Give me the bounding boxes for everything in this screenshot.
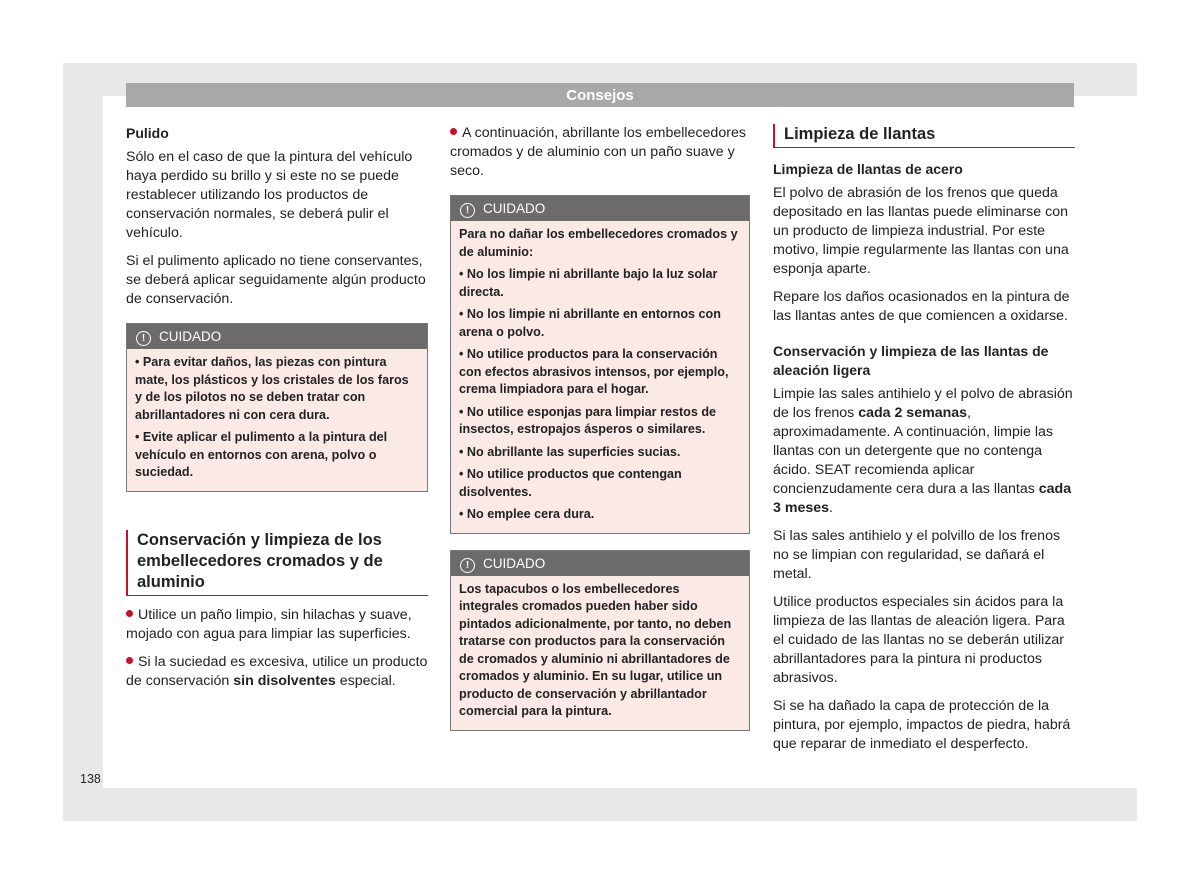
caution-item: • Para evitar daños, las piezas con pintura mate, los plásticos y los cristales de los faros y de los pilotos no se deben tratar con abrillantadores ni con cera dura. [135, 355, 409, 422]
text-run: Limpie las sales antihielo y el polvo de abrasión de los frenos [773, 386, 1073, 421]
aleacion-paragraph-2: Si las sales antihielo y el polvillo de los frenos no se limpian con regularidad, se dañará el metal. [773, 528, 1061, 582]
caution-item: • No emplee cera dura. [459, 507, 595, 521]
acero-heading: Limpieza de llantas de acero [773, 161, 963, 177]
page-number: 138 [80, 772, 101, 786]
warning-circle-icon: ! [460, 558, 475, 573]
caution-label: CUIDADO [483, 555, 546, 571]
bold-run: cada 2 semanas [858, 405, 968, 421]
column-middle [450, 124, 750, 745]
text-run: . [829, 500, 833, 516]
caution-item: • No los limpie ni abrillante en entornos con arena o polvo. [459, 307, 721, 339]
caution-body [127, 349, 427, 491]
acero-paragraph-2: Repare los daños ocasionados en la pintura de las llantas antes de que comiencen a oxidarse. [773, 289, 1070, 324]
acero-paragraph-1: El polvo de abrasión de los frenos que queda depositado en las llantas puede eliminarse con un producto de limpieza industrial. Por este motivo, limpie regularmente las llantas con una esponja aparte. [773, 185, 1069, 277]
column-right [773, 124, 1075, 763]
caution-box-tapacubos [450, 550, 750, 731]
bullet-icon [450, 128, 457, 135]
aleacion-paragraph-4: Si se ha dañado la capa de protección de la pintura, por ejemplo, impactos de piedra, habrá que reparar de inmediato el desperfecto. [773, 698, 1071, 752]
bullet-text: Utilice un paño limpio, sin hilachas y suave, mojado con agua para limpiar las superficies. [126, 606, 412, 642]
bullet-text: Si la suciedad es excesiva, utilice un producto de conservación [126, 653, 428, 689]
bullet-paragraph [450, 124, 750, 181]
caution-body [451, 221, 749, 533]
text-run: , aproximadamente. A continuación, limpie las llantas con un detergente que no contenga ácido. SEAT recomienda aplicar concienzudamente cera dura a las llantas [773, 405, 1053, 497]
caution-header [451, 196, 749, 221]
pulido-heading: Pulido [126, 125, 169, 141]
column-left [126, 124, 428, 700]
caution-item: Para no dañar los embellecedores cromados y de aluminio: [459, 227, 738, 259]
caution-label: CUIDADO [483, 201, 546, 216]
caution-body [451, 576, 749, 730]
caution-item: • No utilice productos para la conservación con efectos abrasivos intensos, por ejemplo, crema limpiadora para el hogar. [459, 347, 729, 396]
bullet-paragraph [126, 606, 428, 644]
caution-item: • No los limpie ni abrillante bajo la luz solar directa. [459, 267, 718, 299]
bullet-bold-text: sin disolventes [233, 672, 336, 689]
aleacion-heading: Conservación y limpieza de las llantas de aleación ligera [773, 343, 1049, 378]
caution-box-cromados [450, 195, 750, 534]
section-title-embellecedores: Conservación y limpieza de los embellecedores cromados y de aluminio [126, 530, 428, 596]
warning-circle-icon: ! [136, 331, 151, 346]
section-title-llantas: Limpieza de llantas [773, 124, 1075, 148]
aleacion-paragraph-3: Utilice productos especiales sin ácidos para la limpieza de las llantas de aleación ligera. Para el cuidado de las llantas no se deberán utilizar abrillantadores para la pintura ni productos abrasivos. [773, 594, 1065, 686]
caution-item: • No abrillante las superficies sucias. [459, 444, 681, 459]
aleacion-paragraph-1 [773, 385, 1075, 518]
caution-item: • No utilice productos que contengan disolventes. [459, 467, 682, 499]
bullet-icon [126, 657, 133, 664]
caution-item: • Evite aplicar el pulimento a la pintura del vehículo en entornos con arena, polvo o suciedad. [135, 430, 388, 479]
bullet-paragraph [126, 653, 428, 691]
bullet-icon [126, 610, 133, 617]
bullet-text: A continuación, abrillante los embellecedores cromados y de aluminio con un paño suave y seco. [450, 125, 746, 179]
caution-label: CUIDADO [159, 329, 222, 344]
caution-box-pulido [126, 323, 428, 492]
caution-header [127, 324, 427, 349]
warning-circle-icon: ! [460, 203, 475, 218]
caution-header [451, 551, 749, 576]
pulido-paragraph-2: Si el pulimento aplicado no tiene conservantes, se deberá aplicar seguidamente algún producto de conservación. [126, 253, 426, 307]
bullet-text: especial. [335, 672, 396, 689]
caution-text: Los tapacubos o los embellecedores integrales cromados pueden haber sido pintados adicionalmente, por tanto, no deben tratarse con productos para la conservación de cromados y aluminio ni abrillantadores de cromados y aluminio. En su lugar, utilice un producto de conservación y abrillantador comercial para la pintura. [459, 581, 732, 718]
bold-run: cada 3 meses [773, 481, 1072, 516]
chapter-header: Consejos [126, 83, 1074, 107]
caution-item: • No utilice esponjas para limpiar restos de insectos, estropajos ásperos o similares. [459, 404, 717, 436]
pulido-paragraph-1: Sólo en el caso de que la pintura del vehículo haya perdido su brillo y si este no se puede restablecer utilizando los productos de conservación normales, se deberá pulir el vehículo. [126, 149, 413, 241]
